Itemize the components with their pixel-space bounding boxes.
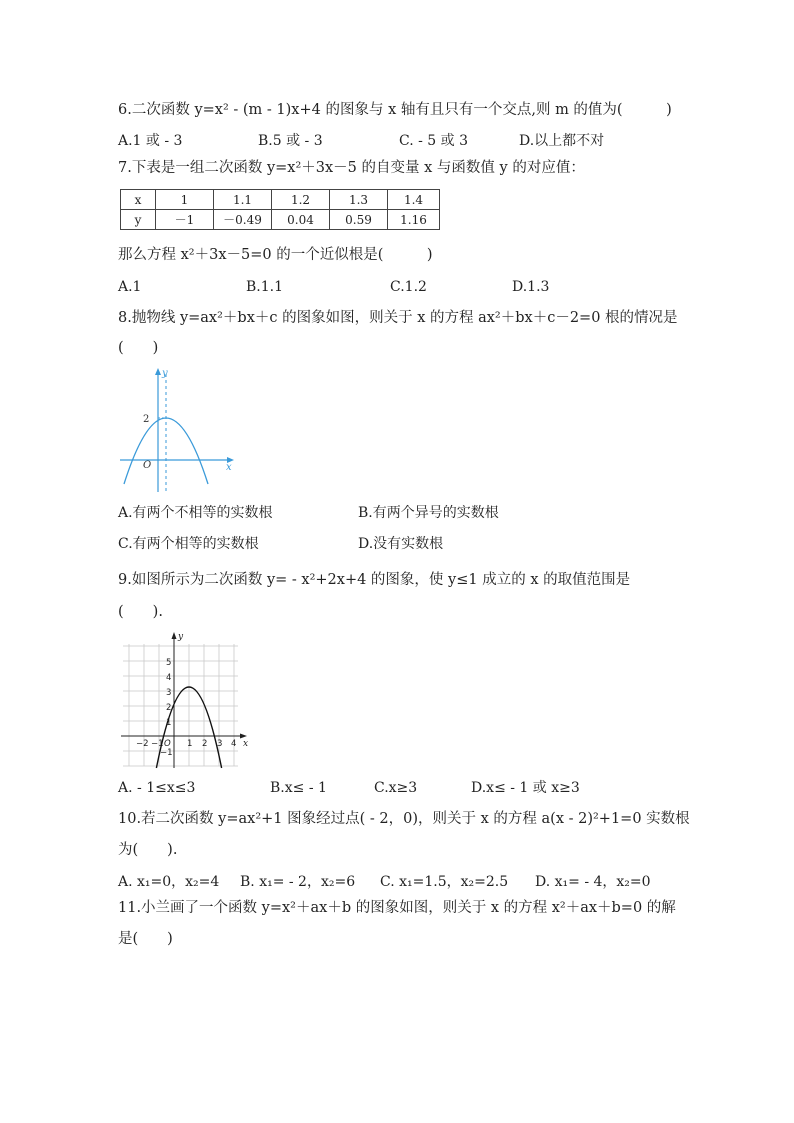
q9-option-c: C.x≥3 — [374, 780, 418, 796]
q9-option-b: B.x≤ - 1 — [270, 780, 327, 796]
y-axis-label: y — [178, 632, 184, 642]
q7-stem: 7.下表是一组二次函数 y=x²＋3x－5 的自变量 x 与函数值 y 的对应值： — [118, 160, 585, 176]
q6-option-c: C. - 5 或 3 — [399, 133, 469, 149]
x-tick-label: −1 — [151, 739, 164, 749]
q7-option-a: A.1 — [118, 279, 142, 295]
q10-option-d: D. x₁= - 4，x₂=0 — [535, 874, 651, 890]
q6-option-d: D.以上都不对 — [519, 133, 605, 149]
x-tick-label: 2 — [202, 739, 208, 749]
q8-option-c: C.有两个相等的实数根 — [118, 536, 259, 552]
q11-stem: 11.小兰画了一个函数 y=x²＋ax＋b 的图象如图，则关于 x 的方程 x²＋ax＋b=0 的解 — [118, 900, 676, 916]
origin-label: O — [164, 739, 171, 749]
table-cell: y — [121, 210, 156, 230]
y-tick-label: 3 — [166, 688, 172, 698]
table-cell: －0.49 — [214, 210, 272, 230]
q10-stem: 10.若二次函数 y=ax²+1 图象经过点( - 2，0)，则关于 x 的方程 a(x - 2)²+1=0 实数根 — [118, 811, 690, 827]
q10-stem-cont: 为( ). — [118, 842, 178, 858]
x-tick-label: 4 — [231, 739, 237, 749]
table-cell: 1.1 — [214, 190, 272, 210]
table-cell: 0.59 — [330, 210, 388, 230]
y-tick-label: 1 — [166, 718, 172, 728]
table-cell: 1.2 — [272, 190, 330, 210]
parabola-curve — [124, 418, 208, 484]
q8-stem-cont: ( ) — [118, 340, 159, 356]
y-axis-arrow — [172, 632, 177, 639]
q9-grid-figure — [118, 628, 258, 770]
q8-parabola-figure — [118, 364, 240, 494]
q6-option-b: B.5 或 - 3 — [258, 133, 323, 149]
y-tick-label: 2 — [166, 703, 172, 713]
y-tick-label: −1 — [160, 748, 173, 758]
q9-option-a: A. - 1≤x≤3 — [118, 780, 196, 796]
q7-option-b: B.1.1 — [246, 279, 284, 295]
table-cell: 0.04 — [272, 210, 330, 230]
q6-option-a: A.1 或 - 3 — [118, 133, 183, 149]
q10-option-a: A. x₁=0，x₂=4 — [118, 874, 220, 890]
origin-label: O — [143, 460, 152, 471]
y-axis-arrow — [155, 368, 161, 375]
table-row-x — [121, 190, 440, 210]
table-cell: x — [121, 190, 156, 210]
x-axis-arrow — [240, 734, 247, 739]
table-cell: 1.16 — [388, 210, 440, 230]
vertex-y-label: 2 — [143, 414, 150, 425]
table-row-y — [121, 210, 440, 230]
y-tick-label: 5 — [166, 658, 172, 668]
q7-question: 那么方程 x²＋3x－5=0 的一个近似根是( ) — [118, 247, 433, 263]
q7-value-table — [120, 189, 440, 230]
q9-stem-cont: ( ). — [118, 604, 163, 620]
q6-stem: 6.二次函数 y=x² - (m - 1)x+4 的图象与 x 轴有且只有一个交点,则 m 的值为( ) — [118, 102, 672, 118]
q7-option-d: D.1.3 — [512, 279, 550, 295]
q9-stem: 9.如图所示为二次函数 y= - x²+2x+4 的图象，使 y≤1 成立的 x 的取值范围是 — [118, 572, 631, 588]
q9-option-d: D.x≤ - 1 或 x≥3 — [471, 780, 580, 796]
q8-option-d: D.没有实数根 — [358, 536, 444, 552]
x-axis-label: x — [226, 462, 232, 473]
x-tick-label: 1 — [187, 739, 193, 749]
table-cell: 1 — [156, 190, 214, 210]
q10-option-b: B. x₁= - 2，x₂=6 — [240, 874, 356, 890]
q8-option-b: B.有两个异号的实数根 — [358, 505, 499, 521]
x-axis-label: x — [243, 739, 249, 749]
q8-option-a: A.有两个不相等的实数根 — [118, 505, 273, 521]
q7-option-c: C.1.2 — [390, 279, 427, 295]
table-cell: 1.3 — [330, 190, 388, 210]
q11-stem-cont: 是( ) — [118, 931, 173, 947]
y-tick-label: 4 — [166, 673, 172, 683]
x-tick-label: −2 — [136, 739, 149, 749]
x-tick-label: 3 — [217, 739, 223, 749]
q10-option-c: C. x₁=1.5，x₂=2.5 — [380, 874, 509, 890]
table-cell: 1.4 — [388, 190, 440, 210]
y-axis-label: y — [162, 368, 168, 379]
q8-stem: 8.抛物线 y=ax²＋bx＋c 的图象如图，则关于 x 的方程 ax²＋bx＋c－2=0 根的情况是 — [118, 310, 678, 326]
table-cell: －1 — [156, 210, 214, 230]
